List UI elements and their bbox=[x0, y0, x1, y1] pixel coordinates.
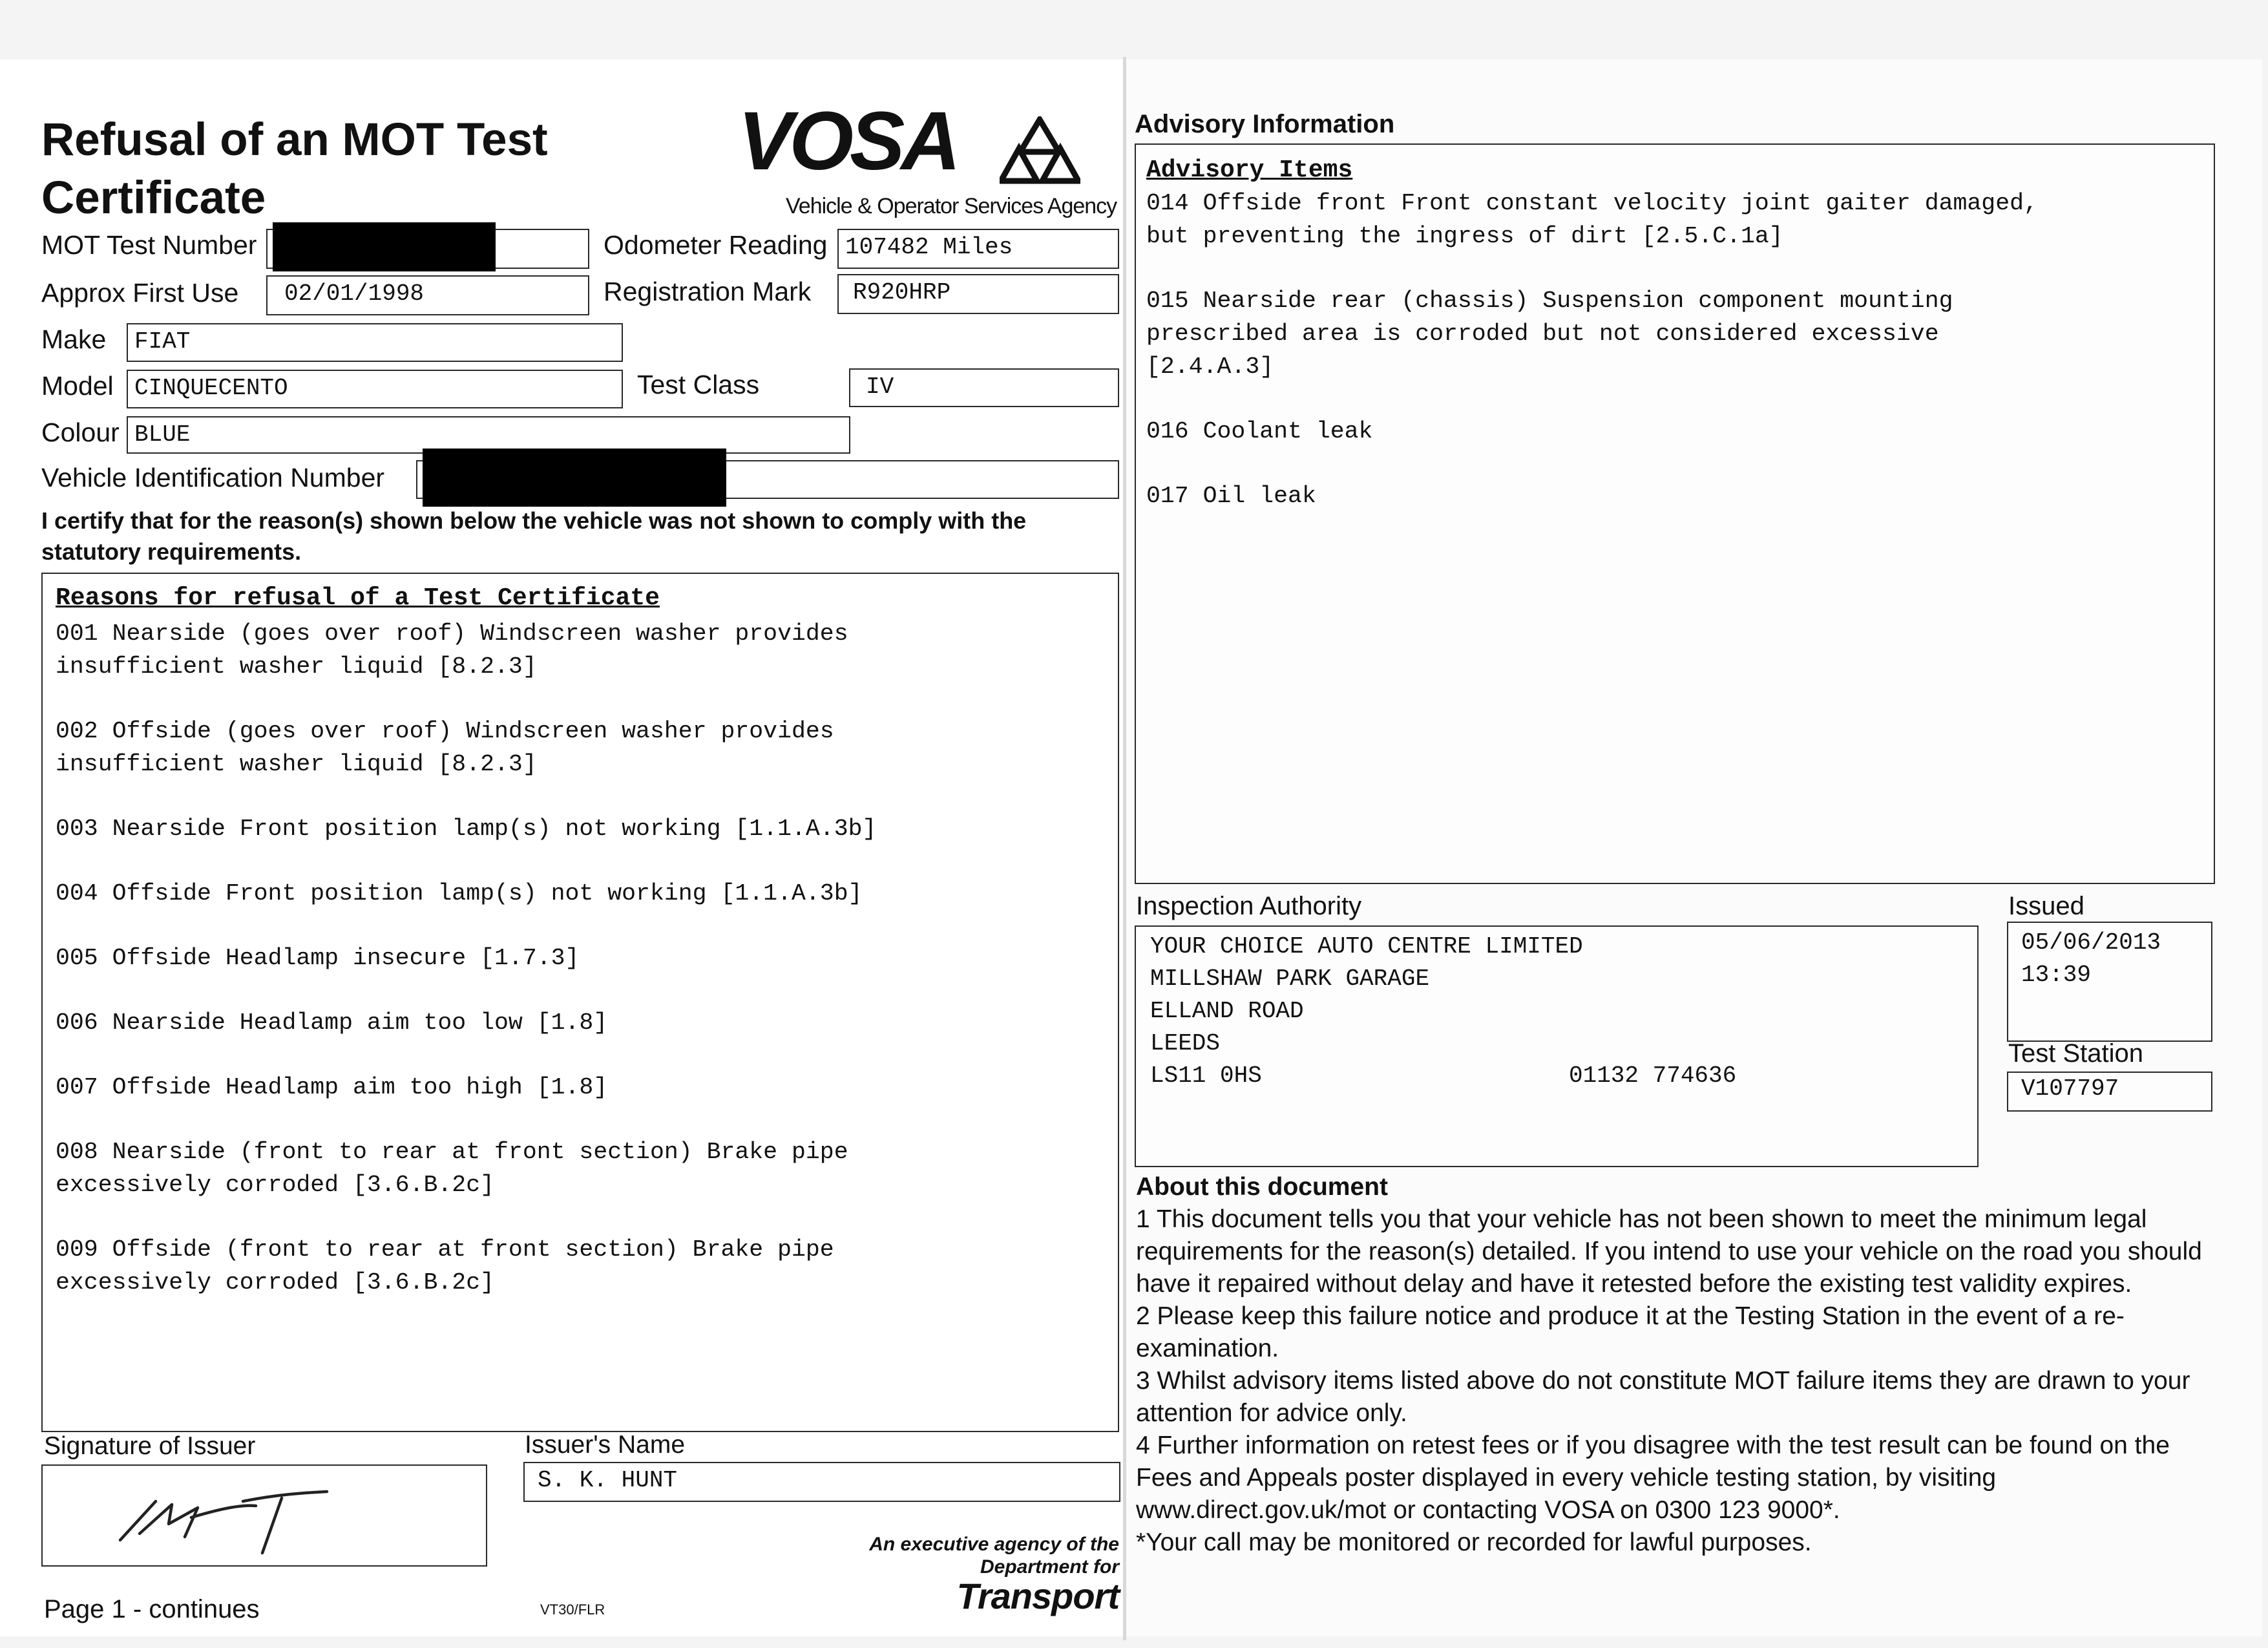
triangles-icon bbox=[1000, 116, 1080, 184]
reasons-box bbox=[41, 573, 1119, 1432]
advisory-item: 016 Coolant leak bbox=[1146, 418, 1373, 445]
reason-item: 001 Nearside (goes over roof) Windscreen washer provides insufficient washer liquid [8.2.3] bbox=[56, 620, 848, 680]
reasons-heading: Reasons for refusal of a Test Certificate bbox=[56, 584, 660, 612]
about-heading: About this document bbox=[1136, 1173, 1388, 1201]
advisory-item: 015 Nearside rear (chassis) Suspension component mounting prescribed area is corroded but not considered excessive [2.4.A.3] bbox=[1146, 288, 1953, 380]
address-line: LEEDS bbox=[1150, 1030, 1221, 1057]
address-line: ELLAND ROAD bbox=[1150, 998, 1304, 1024]
odometer-value: 107482 Miles bbox=[845, 234, 1013, 260]
vosa-logo-text: VOSA bbox=[738, 95, 957, 187]
advisory-section-title: Advisory Information bbox=[1135, 110, 1395, 138]
test-station-box bbox=[2007, 1072, 2212, 1112]
test-station-label: Test Station bbox=[2008, 1039, 2144, 1068]
redaction-bar bbox=[423, 449, 726, 507]
reason-item: 005 Offside Headlamp insecure [1.7.3] bbox=[56, 945, 580, 971]
issued-time: 13:39 bbox=[2021, 962, 2092, 988]
model-value: CINQUECENTO bbox=[134, 375, 288, 401]
document-title bbox=[41, 111, 548, 227]
reason-item: 009 Offside (front to rear at front section) Brake pipe excessively corroded [3.6.B.2c] bbox=[56, 1236, 834, 1296]
dft-brand: Transport bbox=[956, 1576, 1119, 1616]
about-paragraph: 2 Please keep this failure notice and produce it at the Testing Station in the event of a re-examination. bbox=[1136, 1302, 2125, 1362]
inspection-authority-label: Inspection Authority bbox=[1136, 892, 1362, 920]
advisory-box bbox=[1135, 143, 2215, 884]
advisory-heading: Advisory Items bbox=[1146, 156, 1353, 184]
mot-test-number-label: MOT Test Number bbox=[41, 230, 257, 260]
reason-item: 006 Nearside Headlamp aim too low [1.8] bbox=[56, 1009, 608, 1036]
reason-item: 003 Nearside Front position lamp(s) not working [1.1.A.3b] bbox=[56, 816, 877, 842]
certify-statement: I certify that for the reason(s) shown below the vehicle was not shown to comply with the statutory requirements. bbox=[41, 507, 1027, 565]
issuer-name-field bbox=[523, 1462, 1120, 1502]
advisory-item: 017 Oil leak bbox=[1146, 483, 1316, 509]
dft-line-1: An executive agency of the bbox=[869, 1534, 1119, 1555]
postcode: LS11 0HS bbox=[1150, 1062, 1262, 1089]
reason-item: 004 Offside Front position lamp(s) not working [1.1.A.3b] bbox=[56, 880, 863, 907]
first-use-field bbox=[266, 275, 589, 315]
about-paragraph: 3 Whilst advisory items listed above do not constitute MOT failure items they are drawn to your attention for advice only. bbox=[1136, 1367, 2190, 1427]
about-footnote: *Your call may be monitored or recorded for lawful purposes. bbox=[1136, 1528, 1812, 1556]
page-fold bbox=[1123, 57, 1126, 1640]
signature-label: Signature of Issuer bbox=[44, 1432, 256, 1460]
about-paragraph: 1 This document tells you that your vehicle has not been shown to meet the minimum legal requirements for the reason(s) detailed. If you intend to use your vehicle on the road you should have it repaired without delay and have it retested before the existing test validity expires. bbox=[1136, 1205, 2202, 1298]
title-line-2: Certificate bbox=[41, 173, 266, 224]
odometer-label: Odometer Reading bbox=[604, 230, 828, 260]
colour-value: BLUE bbox=[134, 421, 191, 448]
issuer-name-label: Issuer's Name bbox=[525, 1431, 686, 1459]
registration-label: Registration Mark bbox=[604, 277, 812, 306]
issued-date: 05/06/2013 bbox=[2021, 929, 2161, 956]
signature-box bbox=[41, 1464, 487, 1567]
phone-number: 01132 774636 bbox=[1569, 1062, 1737, 1089]
vin-label: Vehicle Identification Number bbox=[41, 463, 385, 492]
test-class-value: IV bbox=[866, 374, 894, 400]
issuer-name-value: S. K. HUNT bbox=[538, 1467, 678, 1494]
test-class-field bbox=[849, 368, 1119, 407]
form-code: VT30/FLR bbox=[540, 1601, 605, 1618]
authority-name: YOUR CHOICE AUTO CENTRE LIMITED bbox=[1150, 933, 1583, 960]
about-section bbox=[1136, 1171, 2209, 1559]
model-label: Model bbox=[41, 371, 114, 401]
dft-logo bbox=[821, 1533, 1119, 1614]
about-paragraph: 4 Further information on retest fees or if you disagree with the test result can be found on the Fees and Appeals poster displayed in every vehicle testing station, by visiting www.direct.gov.uk/mot or contacting VOSA on 0300 123 9000*. bbox=[1136, 1431, 2170, 1524]
signature-scribble bbox=[94, 1479, 366, 1556]
reason-item: 007 Offside Headlamp aim too high [1.8] bbox=[56, 1074, 608, 1101]
title-line-1: Refusal of an MOT Test bbox=[41, 114, 548, 165]
registration-field bbox=[837, 274, 1119, 314]
colour-label: Colour bbox=[41, 417, 120, 447]
make-value: FIAT bbox=[134, 328, 191, 355]
first-use-value: 02/01/1998 bbox=[284, 280, 425, 307]
redaction-bar bbox=[273, 222, 496, 271]
issued-label: Issued bbox=[2008, 892, 2084, 920]
agency-name: Vehicle & Operator Services Agency bbox=[786, 194, 1117, 218]
test-class-label: Test Class bbox=[637, 370, 760, 399]
reason-item: 008 Nearside (front to rear at front section) Brake pipe excessively corroded [3.6.B.2c] bbox=[56, 1139, 848, 1198]
odometer-field bbox=[837, 229, 1119, 269]
registration-value: R920HRP bbox=[853, 279, 951, 306]
advisory-item: 014 Offside front Front constant velocity joint gaiter damaged, but preventing the ingress of dirt [2.5.C.1a] bbox=[1146, 190, 2038, 249]
vosa-logo bbox=[738, 95, 1061, 187]
reason-item: 002 Offside (goes over roof) Windscreen washer provides insufficient washer liquid [8.2.3] bbox=[56, 718, 834, 777]
page-indicator: Page 1 - continues bbox=[44, 1595, 260, 1623]
inspection-authority-box bbox=[1135, 925, 1979, 1167]
make-field bbox=[127, 323, 623, 362]
first-use-label: Approx First Use bbox=[41, 278, 239, 308]
make-label: Make bbox=[41, 324, 107, 354]
test-station-value: V107797 bbox=[2021, 1075, 2119, 1102]
model-field bbox=[127, 370, 623, 408]
issued-box bbox=[2007, 922, 2212, 1042]
address-line: MILLSHAW PARK GARAGE bbox=[1150, 966, 1430, 992]
dft-line-2: Department for bbox=[980, 1556, 1119, 1578]
